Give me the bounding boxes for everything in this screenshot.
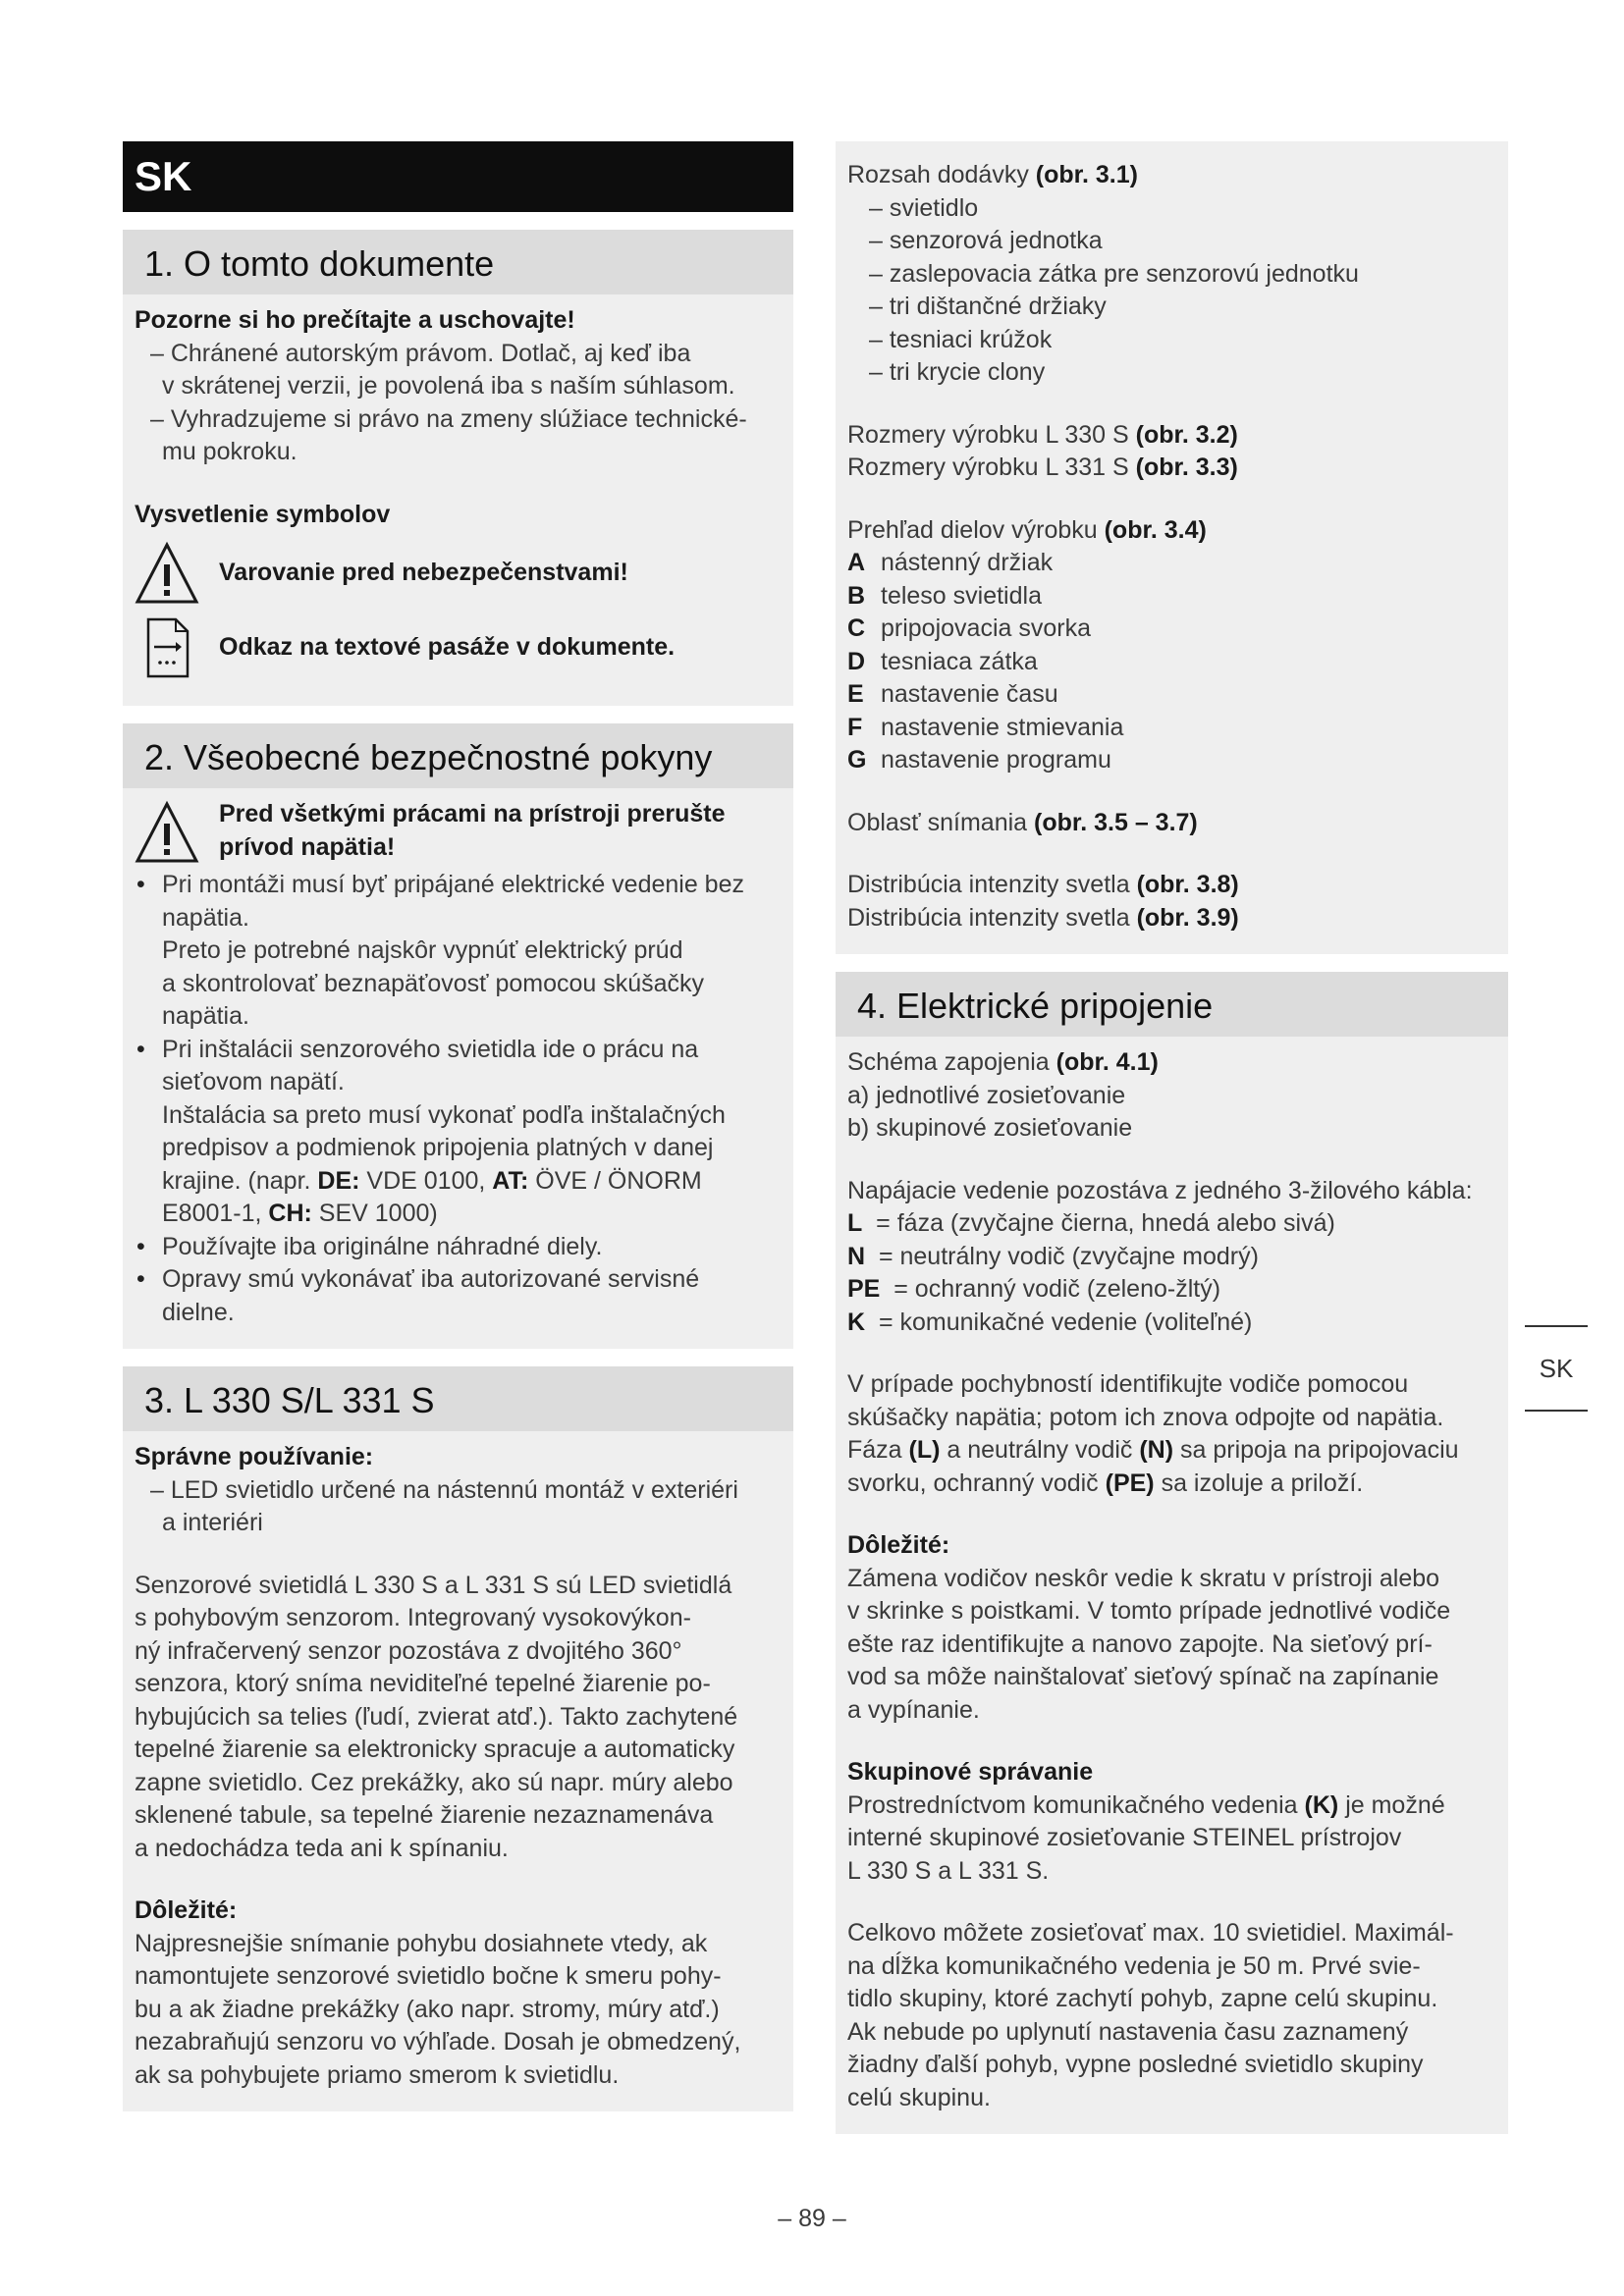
text-line: V prípade pochybností identifikujte vodiče pomocou (847, 1370, 1409, 1398)
symbols-title: Vysvetlenie symbolov (135, 500, 391, 528)
note-line: – Chránené autorským právom. Dotlač, aj keď iba (150, 339, 691, 367)
safety-warning (135, 798, 785, 865)
text-line: vod sa môže nainštalovať sieťový spínač na zapínanie (847, 1663, 1439, 1690)
text-line: napätia. (162, 1002, 249, 1030)
text-line: na dĺžka komunikačného vedenia je 50 m. Prvé svie- (847, 1951, 1421, 1980)
dimension-line: Rozmery výrobku L 330 S (obr. 3.2) (847, 420, 1238, 449)
right-column (836, 141, 1508, 2134)
text-line: svorku, ochranný vodič (PE) sa izoluje a priloží. (847, 1468, 1364, 1497)
text-line: a interiéri (162, 1509, 263, 1536)
text-line: celú skupinu. (847, 2083, 991, 2111)
text-line: a) jednotlivé zosieťovanie (847, 1081, 1126, 1109)
text-line: Zámena vodičov neskôr vedie k skratu v prístroji alebo (847, 1564, 1440, 1592)
subsection-title: Dôležité: (135, 1896, 238, 1924)
text-line: • Pri montáži musí byť pripájané elektrické vedenie bez (162, 871, 744, 898)
subsection-title: Skupinové správanie (847, 1758, 1094, 1786)
text-line: Prostredníctvom komunikačného vedenia (K) je možné (847, 1790, 1445, 1819)
page-number: – 89 – (778, 2205, 846, 2232)
text-line: interné skupinové zosieťovanie STEINEL prístrojov (847, 1824, 1402, 1851)
text-line: • Používajte iba originálne náhradné diely. (162, 1232, 603, 1260)
safety-list (135, 869, 785, 1329)
text-line: s pohybovým senzorom. Integrovaný vysokovýkon- (135, 1604, 691, 1631)
subsection-title: Dôležité: (847, 1531, 950, 1559)
text-line: skúšačky napätia; potom ich znova odpojte od napätia. (847, 1403, 1444, 1431)
symbol-warning-row (135, 541, 785, 606)
text-line: ný infračervený senzor pozostáva z dvojitého 360° (135, 1636, 682, 1665)
symbol-reference-text: Odkaz na textové pasáže v dokumente. (219, 633, 676, 662)
note-line: – Vyhradzujeme si právo na zmeny slúžiace technické- (150, 404, 747, 433)
symbol-warning-text: Varovanie pred nebezpečenstvami! (219, 559, 628, 587)
list-item: F nastavenie stmievania (847, 713, 1124, 741)
text-line: nezabraňujú senzoru vo výhľade. Dosah je obmedzený, (135, 2028, 741, 2056)
text-line: Celkovo môžete zosieťovať max. 10 svietidiel. Maximál- (847, 1919, 1454, 1947)
text-line: žiadny ďalší pohyb, vypne posledné svietidlo skupiny (847, 2051, 1424, 2078)
text-line: a skontrolovať beznapäťovosť pomocou skúšačky (162, 969, 705, 997)
text-line: zapne svietidlo. Cez prekážky, ako sú napr. múry alebo (135, 1768, 733, 1796)
dimension-line: Rozmery výrobku L 331 S (obr. 3.3) (847, 454, 1238, 481)
list-item: G nastavenie programu (847, 746, 1111, 774)
list-item: – tri krycie clony (869, 358, 1046, 386)
text-line: Senzorové svietidlá L 330 S a L 331 S sú LED svietidlá (135, 1571, 732, 1599)
list-item (135, 1231, 785, 1264)
section-about-document (123, 230, 793, 706)
section-safety (123, 723, 793, 1349)
text-line: hybujúcich sa telies (ľudí, zvierat atď.). Takto zachytené (135, 1702, 738, 1731)
scope-title: Rozsah dodávky (obr. 3.1) (847, 161, 1138, 188)
text-line: E8001-1, CH: SEV 1000) (162, 1200, 438, 1227)
text-line: v skrinke s poistkami. V tomto prípade jednotlivé vodiče (847, 1597, 1451, 1625)
text-line: Inštalácia sa preto musí vykonať podľa inštalačných (162, 1100, 726, 1129)
parts-title: Prehľad dielov výrobku (obr. 3.4) (847, 515, 1207, 544)
list-item: – senzorová jednotka (869, 227, 1103, 254)
section-title: 1. O tomto dokumente (123, 230, 793, 294)
text-line: senzora, ktorý sníma neviditeľné tepelné žiarenie po- (135, 1670, 711, 1697)
text-line: ešte raz identifikujte a nanovo zapojte. Na sieťový prí- (847, 1629, 1433, 1658)
text-line: Najpresnejšie snímanie pohybu dosiahnete vtedy, ak (135, 1929, 708, 1957)
list-item: A nástenný držiak (847, 549, 1054, 576)
text-line: a nedochádza teda ani k spínaniu. (135, 1834, 509, 1862)
list-item: C pripojovacia svorka (847, 614, 1091, 642)
subsection-title: Správne používanie: (135, 1443, 374, 1470)
document-reference-icon (135, 615, 199, 680)
section-title: 3. L 330 S/L 331 S (123, 1366, 793, 1431)
warning-triangle-icon (135, 541, 199, 606)
text-line: namontujete senzorové svietidlo bočne k smeru pohy- (135, 1962, 722, 1990)
text-line: bu a ak žiadne prekážky (ako napr. stromy, múry atď.) (135, 1995, 720, 2023)
text-line: krajine. (napr. DE: VDE 0100, AT: ÖVE / ÖNORM (162, 1166, 702, 1195)
text-line: sklenené tabule, sa tepelné žiarenie nezaznamenáva (135, 1801, 714, 1829)
list-item: B teleso svietidla (847, 581, 1042, 610)
text-line: ak sa pohybujete priamo smerom k svietidlu. (135, 2060, 620, 2089)
text-line: napätia. (162, 903, 249, 932)
text-line: tepelné žiarenie sa elektronicky spracuje a automaticky (135, 1735, 735, 1763)
text-line: • Opravy smú vykonávať iba autorizované servisné (162, 1265, 700, 1293)
list-item (135, 869, 785, 1034)
note-line: v skrátenej verzii, je povolená iba s naším súhlasom. (162, 372, 735, 400)
section-title: 2. Všeobecné bezpečnostné pokyny (123, 723, 793, 788)
list-item: – tri dištančné držiaky (869, 293, 1107, 320)
parts-list (847, 547, 1500, 777)
section-title: 4. Elektrické pripojenie (836, 972, 1508, 1037)
list-item: N = neutrálny vodič (zvyčajne modrý) (847, 1242, 1259, 1270)
text-line: • Pri inštalácii senzorového svietidla ide o prácu na (162, 1035, 699, 1063)
scheme-title: Schéma zapojenia (obr. 4.1) (847, 1048, 1159, 1076)
list-item (135, 1034, 785, 1231)
list-item: – tesniaci krúžok (869, 325, 1053, 353)
section-electrical (836, 972, 1508, 2134)
list-item (135, 1263, 785, 1329)
text-line: dielne. (162, 1298, 235, 1326)
list-item: D tesniaca zátka (847, 647, 1038, 675)
text-line: a vypínanie. (847, 1695, 980, 1724)
distribution-line: Distribúcia intenzity svetla (obr. 3.9) (847, 903, 1239, 932)
section-product-details (836, 141, 1508, 954)
text-line: b) skupinové zosieťovanie (847, 1114, 1133, 1142)
left-column (123, 141, 793, 2111)
list-item: E nastavenie času (847, 680, 1058, 708)
warning-text: Pred všetkými prácami na prístroji prerušte (219, 800, 726, 828)
scope-list (847, 192, 1500, 390)
language-side-tab: SK (1525, 1325, 1588, 1412)
conductor-list (847, 1207, 1500, 1339)
text-line: sieťovom napätí. (162, 1068, 345, 1095)
text-line: Fáza (L) a neutrálny vodič (N) sa pripoja na pripojovaciu (847, 1436, 1459, 1464)
section-product (123, 1366, 793, 2111)
range-line: Oblasť snímania (obr. 3.5 – 3.7) (847, 808, 1198, 836)
text-line: L 330 S a L 331 S. (847, 1856, 1050, 1885)
symbol-reference-row (135, 615, 785, 680)
text-line: tidlo skupiny, ktoré zachytí pohyb, zapne celú skupinu. (847, 1985, 1438, 2012)
list-item: PE = ochranný vodič (zeleno-žltý) (847, 1275, 1221, 1303)
list-item: L = fáza (zvyčajne čierna, hnedá alebo sivá) (847, 1209, 1335, 1237)
text-line: predpisov a podmienok pripojenia platných v danej (162, 1134, 714, 1161)
warning-triangle-icon (135, 800, 199, 865)
text-line: Ak nebude po uplynutí nastavenia času zaznamený (847, 2017, 1409, 2046)
list-item: – svietidlo (869, 193, 979, 222)
text-line: Preto je potrebné najskôr vypnúť elektrický prúd (162, 936, 683, 964)
list-item: K = komunikačné vedenie (voliteľné) (847, 1308, 1253, 1336)
text-line: Napájacie vedenie pozostáva z jedného 3-žilového kábla: (847, 1176, 1473, 1204)
list-item: – zaslepovacia zátka pre senzorovú jednotku (869, 259, 1359, 288)
text-line: – LED svietidlo určené na nástennú montáž v exteriéri (150, 1475, 738, 1504)
language-header: SK (123, 141, 793, 212)
distribution-line: Distribúcia intenzity svetla (obr. 3.8) (847, 871, 1239, 898)
note-line: mu pokroku. (162, 438, 298, 465)
lead-text: Pozorne si ho prečítajte a uschovajte! (135, 306, 575, 334)
warning-text: prívod napätia! (219, 832, 396, 861)
